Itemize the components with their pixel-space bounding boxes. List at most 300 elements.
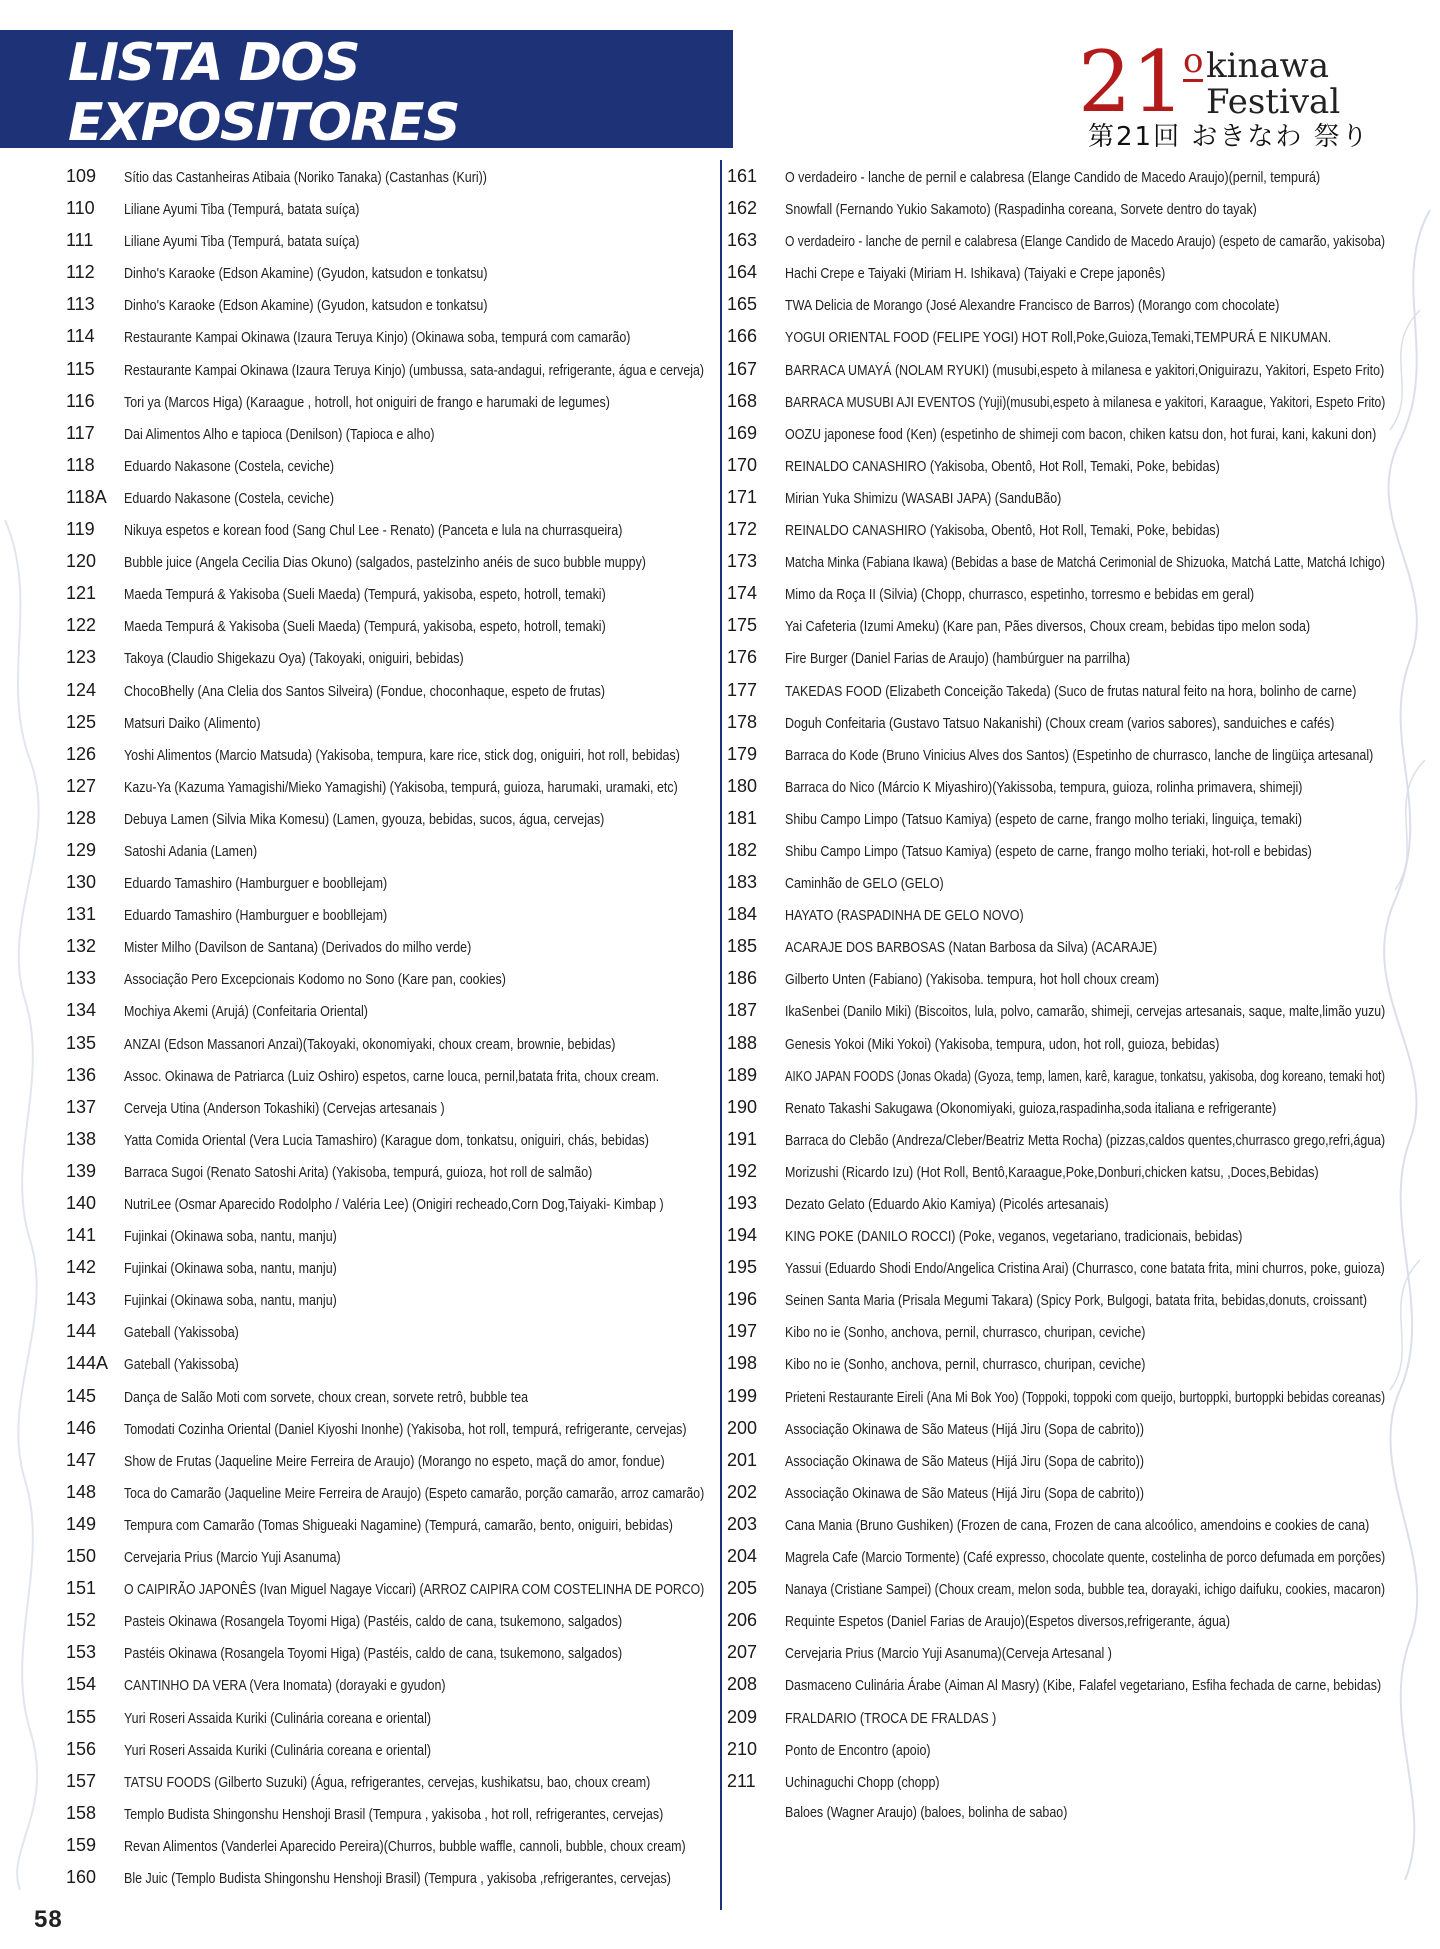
exhibitor-row [727, 1123, 1387, 1155]
exhibitor-row [727, 417, 1387, 449]
exhibitor-number: 153 [66, 1642, 97, 1663]
exhibitor-row [66, 256, 706, 288]
exhibitor-number: 116 [66, 390, 95, 411]
exhibitor-description: ChocoBhelly (Ana Clelia dos Santos Silveira) (Fondue, choconhaque, espeto de frutas) [124, 683, 606, 700]
exhibitor-number: 119 [66, 519, 95, 540]
exhibitor-number: 121 [66, 583, 97, 604]
exhibitor-description: IkaSenbei (Danilo Miki) (Biscoitos, lula, polvo, camarão, shimeji, cervejas artesanais, saque, malte,limão yuzu) [785, 1004, 1386, 1021]
exhibitor-row [66, 1251, 706, 1283]
exhibitor-row [66, 1347, 706, 1379]
logo-subtitle-jp: 第21回 おきなわ 祭り [1088, 122, 1370, 152]
exhibitor-description: ACARAJE DOS BARBOSAS (Natan Barbosa da Silva) (ACARAJE) [785, 940, 1158, 957]
exhibitor-description: Matcha Minka (Fabiana Ikawa) (Bebidas a base de Matchá Cerimonial de Shizuoka, Matchá Latte, Matchá Ichigo) [785, 555, 1386, 572]
exhibitor-number: 172 [727, 519, 758, 540]
exhibitor-number: 113 [66, 294, 95, 315]
exhibitor-row [66, 417, 706, 449]
exhibitor-description: Mochiya Akemi (Arujá) (Confeitaria Oriental) [124, 1004, 368, 1021]
exhibitor-row [727, 1540, 1387, 1572]
exhibitor-description: Ponto de Encontro (apoio) [785, 1742, 931, 1759]
exhibitor-description: AIKO JAPAN FOODS (Jonas Okada) (Gyoza, temp, lamen, karê, karague, tonkatsu, yakisoba, dog koreano, temaki hot) [785, 1068, 1385, 1085]
exhibitor-row [66, 160, 706, 192]
exhibitor-row [66, 353, 706, 385]
exhibitor-number: 169 [727, 422, 758, 443]
exhibitor-row [727, 545, 1387, 577]
exhibitor-row [66, 674, 706, 706]
header-band [0, 30, 733, 153]
exhibitor-number: 111 [66, 230, 94, 251]
exhibitor-row [66, 706, 706, 738]
exhibitor-number: 141 [66, 1225, 97, 1246]
exhibitor-description: Tomodati Cozinha Oriental (Daniel Kiyoshi Inonhe) (Yakisoba, hot roll, tempurá, refrigerante, cervejas) [124, 1421, 687, 1438]
exhibitor-description: Yoshi Alimentos (Marcio Matsuda) (Yakisoba, tempura, kare rice, stick dog, oniguiri, hot roll, bebidas) [124, 747, 680, 764]
exhibitor-description: Prieteni Restaurante Eireli (Ana Mi Bok Yoo) (Toppoki, toppoki com queijo, burtoppki, burtoppki bebidas coreanas) [785, 1389, 1386, 1406]
exhibitor-description: Dasmaceno Culinária Árabe (Aiman Al Masry) (Kibe, Falafel vegetariano, Esfiha fechada de carne, bebidas) [785, 1678, 1382, 1695]
exhibitor-number: 123 [66, 647, 97, 668]
exhibitor-number: 118A [66, 486, 107, 507]
exhibitor-number: 205 [727, 1578, 758, 1599]
exhibitor-description: Dança de Salão Moti com sorvete, choux crean, sorvete retrô, bubble tea [124, 1389, 529, 1406]
exhibitor-description: Pastéis Okinawa (Rosangela Toyomi Higa) (Pastéis, caldo de cana, tsukemono, salgados) [124, 1646, 623, 1663]
exhibitor-description: Associação Okinawa de São Mateus (Hijá Jiru (Sopa de cabrito)) [785, 1485, 1145, 1502]
exhibitor-description: REINALDO CANASHIRO (Yakisoba, Obentô, Hot Roll, Temaki, Poke, bebidas) [785, 458, 1220, 475]
exhibitor-number: 138 [66, 1128, 97, 1149]
exhibitor-description: Maeda Tempurá & Yakisoba (Sueli Maeda) (Tempurá, yakisoba, espeto, hotroll, temaki) [124, 619, 606, 636]
exhibitor-number: 183 [727, 872, 758, 893]
exhibitor-description: Cervejaria Prius (Marcio Yuji Asanuma)(Cerveja Artesanal ) [785, 1646, 1112, 1663]
exhibitor-row [727, 577, 1387, 609]
exhibitor-description: Pasteis Okinawa (Rosangela Toyomi Higa) (Pastéis, caldo de cana, tsukemono, salgados) [124, 1614, 623, 1631]
exhibitor-row [727, 481, 1387, 513]
exhibitor-number: 168 [727, 390, 758, 411]
exhibitor-description: Kibo no ie (Sonho, anchova, pernil, churrasco, churipan, ceviche) [785, 1357, 1146, 1374]
column-divider [720, 160, 722, 1910]
exhibitor-description: Liliane Ayumi Tiba (Tempurá, batata suíça) [124, 234, 360, 251]
exhibitor-description: TWA Delicia de Morango (José Alexandre Francisco de Barros) (Morango com chocolate) [785, 298, 1280, 315]
exhibitor-row [727, 1059, 1387, 1091]
exhibitor-number: 185 [727, 936, 758, 957]
exhibitor-number: 163 [727, 230, 758, 251]
exhibitor-row [66, 224, 706, 256]
exhibitor-description: Satoshi Adania (Lamen) [124, 843, 258, 860]
exhibitor-description: Renato Takashi Sakugawa (Okonomiyaki, guioza,raspadinha,soda italiana e refrigerante) [785, 1100, 1277, 1117]
exhibitor-number: 180 [727, 775, 758, 796]
exhibitor-row [66, 513, 706, 545]
exhibitor-description: Debuya Lamen (Silvia Mika Komesu) (Lamen, gyouza, bebidas, sucos, água, cervejas) [124, 811, 605, 828]
exhibitor-row [66, 834, 706, 866]
exhibitor-number: 140 [66, 1193, 97, 1213]
exhibitor-row [727, 1733, 1387, 1765]
exhibitor-number: 162 [727, 198, 758, 219]
exhibitor-row [66, 1604, 706, 1636]
exhibitor-description: Uchinaguchi Chopp (chopp) [785, 1774, 940, 1791]
exhibitor-number: 126 [66, 743, 97, 764]
exhibitor-row [66, 1283, 706, 1315]
exhibitor-description: Eduardo Nakasone (Costela, ceviche) [124, 490, 335, 507]
exhibitor-row [727, 738, 1387, 770]
exhibitor-number: 206 [727, 1610, 758, 1631]
exhibitor-number: 145 [66, 1385, 97, 1406]
exhibitor-row [727, 962, 1387, 994]
exhibitor-row [727, 1636, 1387, 1668]
exhibitor-number: 198 [727, 1353, 758, 1374]
exhibitor-number: 204 [727, 1546, 758, 1567]
exhibitor-row [727, 706, 1387, 738]
logo-number: 21 [1078, 33, 1185, 131]
exhibitor-number: 158 [66, 1802, 97, 1823]
exhibitor-row [727, 1091, 1387, 1123]
exhibitor-description: Restaurante Kampai Okinawa (Izaura Teruya Kinjo) (umbussa, sata-andagui, refrigerante, água e cerveja) [124, 362, 704, 379]
exhibitor-description: Eduardo Tamashiro (Hamburguer e boobllejam) [124, 876, 388, 893]
exhibitor-description: Barraca do Nico (Márcio K Miyashiro)(Yakissoba, tempura, guioza, rolinha primavera, shimeji) [785, 779, 1303, 796]
exhibitor-row [66, 1091, 706, 1123]
exhibitor-row [727, 770, 1387, 802]
exhibitor-row [727, 1251, 1387, 1283]
exhibitor-number: 128 [66, 807, 97, 828]
exhibitor-row [66, 1829, 706, 1861]
exhibitor-row [66, 1219, 706, 1251]
exhibitor-list-right [727, 160, 1387, 1829]
exhibitor-number: 137 [66, 1096, 97, 1117]
exhibitor-row [66, 738, 706, 770]
exhibitor-description: Dinho's Karaoke (Edson Akamine) (Gyudon, katsudon e tonkatsu) [124, 266, 488, 283]
exhibitor-description: Magrela Cafe (Marcio Tormente) (Café expresso, chocolate quente, costelinha de porco defumada em porções) [785, 1550, 1386, 1567]
exhibitor-number: 165 [727, 294, 758, 315]
exhibitor-description: O verdadeiro - lanche de pernil e calabresa (Elange Candido de Macedo Araujo) (espeto de camarão, yakisoba) [785, 234, 1385, 251]
exhibitor-row [66, 1476, 706, 1508]
exhibitor-description: Requinte Espetos (Daniel Farias de Araujo)(Espetos diversos,refrigerante, água) [785, 1614, 1230, 1631]
exhibitor-row [727, 1219, 1387, 1251]
exhibitor-description: Barraca Sugoi (Renato Satoshi Arita) (Yakisoba, tempurá, guioza, hot roll de salmão) [124, 1164, 593, 1181]
exhibitor-description: Caminhão de GELO (GELO) [785, 876, 944, 893]
exhibitor-description: Yatta Comida Oriental (Vera Lucia Tamashiro) (Karague dom, tonkatsu, oniguiri, chás, bebidas) [124, 1132, 649, 1149]
exhibitor-row [727, 674, 1387, 706]
exhibitor-number: 161 [727, 166, 758, 186]
exhibitor-row [727, 1797, 1387, 1829]
exhibitor-description: Restaurante Kampai Okinawa (Izaura Teruya Kinjo) (Okinawa soba, tempurá com camarão) [124, 330, 631, 347]
exhibitor-row [727, 1508, 1387, 1540]
exhibitor-number: 135 [66, 1032, 97, 1053]
exhibitor-row [727, 224, 1387, 256]
exhibitor-number: 134 [66, 1000, 97, 1021]
exhibitor-row [66, 1765, 706, 1797]
exhibitor-number: 192 [727, 1160, 758, 1181]
exhibitor-row [727, 1347, 1387, 1379]
exhibitor-description: Kazu-Ya (Kazuma Yamagishi/Mieko Yamagishi) (Yakisoba, tempurá, guioza, harumaki, uramaki, etc) [124, 779, 678, 796]
exhibitor-row [66, 609, 706, 641]
exhibitor-row [727, 353, 1387, 385]
exhibitor-number: 191 [727, 1128, 758, 1149]
exhibitor-number: 142 [66, 1257, 97, 1278]
exhibitor-description: Cana Mania (Bruno Gushiken) (Frozen de cana, Frozen de cana alcoólico, amendoins e cookies de cana) [785, 1517, 1370, 1534]
exhibitor-row [66, 1380, 706, 1412]
exhibitor-number: 143 [66, 1289, 97, 1310]
exhibitor-row [66, 1733, 706, 1765]
exhibitor-row [727, 256, 1387, 288]
exhibitor-row [66, 962, 706, 994]
exhibitor-row [727, 930, 1387, 962]
page-number: 58 [34, 1906, 63, 1933]
exhibitor-row [66, 1540, 706, 1572]
exhibitor-number: 184 [727, 904, 758, 925]
logo-word-okinawa: kinawa [1206, 46, 1330, 86]
exhibitor-row [727, 866, 1387, 898]
exhibitor-row [66, 449, 706, 481]
exhibitor-description: Fujinkai (Okinawa soba, nantu, manju) [124, 1293, 337, 1310]
exhibitor-number: 144 [66, 1321, 97, 1342]
exhibitor-number: 164 [727, 262, 758, 283]
exhibitor-number: 124 [66, 679, 97, 700]
exhibitor-row [727, 1476, 1387, 1508]
exhibitor-description: Matsuri Daiko (Alimento) [124, 715, 261, 732]
exhibitor-row [727, 802, 1387, 834]
exhibitor-number: 148 [66, 1481, 97, 1502]
exhibitor-number: 177 [727, 679, 758, 700]
exhibitor-number: 151 [66, 1578, 97, 1599]
exhibitor-row [66, 481, 706, 513]
exhibitor-number: 117 [66, 422, 95, 443]
exhibitor-description: Dai Alimentos Alho e tapioca (Denilson) (Tapioca e alho) [124, 426, 435, 443]
exhibitor-description: Dezato Gelato (Eduardo Akio Kamiya) (Picolés artesanais) [785, 1197, 1109, 1213]
exhibitor-description: BARRACA MUSUBI AJI EVENTOS (Yuji)(musubi,espeto à milanesa e yakitori, Karaague, Yakitori, Espeto Frito) [785, 394, 1386, 411]
exhibitor-number: 179 [727, 743, 758, 764]
exhibitor-description: YOGUI ORIENTAL FOOD (FELIPE YOGI) HOT Roll,Poke,Guioza,Temaki,TEMPURÁ E NIKUMAN. [785, 330, 1332, 347]
exhibitor-row [727, 192, 1387, 224]
exhibitor-row [727, 513, 1387, 545]
exhibitor-row [66, 545, 706, 577]
exhibitor-description: Assoc. Okinawa de Patriarca (Luiz Oshiro) espetos, carne louca, pernil,batata frita, choux cream. [124, 1068, 660, 1085]
exhibitor-description: Seinen Santa Maria (Prisala Megumi Takara) (Spicy Pork, Bulgogi, batata frita, bebidas,donuts, croissant) [785, 1293, 1367, 1310]
exhibitor-row [66, 641, 706, 673]
exhibitor-description: Associação Pero Excepcionais Kodomo no Sono (Kare pan, cookies) [124, 972, 506, 989]
exhibitor-description: Doguh Confeitaria (Gustavo Tatsuo Nakanishi) (Choux cream (varios sabores), sanduiches e cafés) [785, 715, 1335, 732]
exhibitor-description: Eduardo Tamashiro (Hamburguer e boobllejam) [124, 908, 388, 925]
exhibitor-description: Mirian Yuka Shimizu (WASABI JAPA) (SanduBão) [785, 490, 1062, 507]
exhibitor-description: Fire Burger (Daniel Farias de Araujo) (hambúrguer na parrilha) [785, 651, 1131, 668]
exhibitor-row [66, 320, 706, 352]
exhibitor-description: Show de Frutas (Jaqueline Meire Ferreira de Araujo) (Morango no espeto, maçã do amor, fondue) [124, 1453, 665, 1470]
exhibitor-description: Revan Alimentos (Vanderlei Aparecido Pereira)(Churros, bubble waffle, cannoli, bubble, choux cream) [124, 1838, 686, 1855]
exhibitor-description: TATSU FOODS (Gilberto Suzuki) (Água, refrigerantes, cervejas, kushikatsu, bao, choux cream) [124, 1774, 651, 1791]
exhibitor-row [727, 1701, 1387, 1733]
floral-decoration-icon [1380, 160, 1440, 1910]
exhibitor-number: 199 [727, 1385, 758, 1406]
exhibitor-row [66, 1123, 706, 1155]
exhibitor-number: 208 [727, 1674, 758, 1695]
exhibitor-number: 131 [66, 904, 97, 925]
exhibitor-row [66, 1668, 706, 1700]
exhibitor-row [66, 1155, 706, 1187]
exhibitor-number: 202 [727, 1481, 758, 1502]
exhibitor-row [66, 898, 706, 930]
exhibitor-row [727, 385, 1387, 417]
exhibitor-row [66, 1059, 706, 1091]
exhibitor-number: 144A [66, 1353, 109, 1374]
exhibitor-row [727, 1668, 1387, 1700]
exhibitor-description: OOZU japonese food (Ken) (espetinho de shimeji com bacon, chiken katsu don, hot furai, kani, kakuni don) [785, 426, 1377, 443]
exhibitor-row [66, 1797, 706, 1829]
exhibitor-row [66, 1315, 706, 1347]
exhibitor-row [727, 1315, 1387, 1347]
exhibitor-number: 147 [66, 1449, 97, 1470]
exhibitor-row [727, 1027, 1387, 1059]
exhibitor-number: 174 [727, 583, 758, 604]
exhibitor-description: Yai Cafeteria (Izumi Ameku) (Kare pan, Pães diversos, Choux cream, bebidas tipo melon soda) [785, 619, 1311, 636]
exhibitor-row [727, 609, 1387, 641]
exhibitor-description: Sítio das Castanheiras Atibaia (Noriko Tanaka) (Castanhas (Kuri)) [124, 170, 487, 186]
exhibitor-number: 114 [66, 326, 95, 347]
exhibitor-number: 156 [66, 1738, 97, 1759]
exhibitor-description: Yuri Roseri Assaida Kuriki (Culinária coreana e oriental) [124, 1710, 432, 1727]
exhibitor-description: Templo Budista Shingonshu Henshoji Brasil (Tempura , yakisoba , hot roll, refrigerantes, cervejas) [124, 1806, 664, 1823]
exhibitor-description: Ble Juic (Templo Budista Shingonshu Henshoji Brasil) (Tempura , yakisoba ,refrigerantes, cervejas) [124, 1870, 671, 1887]
exhibitor-number: 157 [66, 1770, 97, 1791]
exhibitor-number: 190 [727, 1096, 758, 1117]
exhibitor-row [66, 1861, 706, 1893]
exhibitor-number: 132 [66, 936, 97, 957]
exhibitor-number: 193 [727, 1193, 758, 1213]
exhibitor-number: 154 [66, 1674, 97, 1695]
exhibitor-description: O CAIPIRÃO JAPONÊS (Ivan Miguel Nagaye Viccari) (ARROZ CAIPIRA COM COSTELINHA DE PORCO) [124, 1582, 705, 1599]
exhibitor-row [727, 1155, 1387, 1187]
exhibitor-number: 129 [66, 839, 97, 860]
exhibitor-number: 194 [727, 1225, 758, 1246]
exhibitor-number: 201 [727, 1449, 758, 1470]
exhibitor-description: Gateball (Yakissoba) [124, 1325, 239, 1342]
exhibitor-description: Hachi Crepe e Taiyaki (Miriam H. Ishikava) (Taiyaki e Crepe japonês) [785, 266, 1166, 283]
exhibitor-number: 167 [727, 358, 758, 379]
exhibitor-row [66, 1027, 706, 1059]
exhibitor-row [66, 577, 706, 609]
exhibitor-description: O verdadeiro - lanche de pernil e calabresa (Elange Candido de Macedo Araujo)(pernil, tempurá) [785, 170, 1321, 186]
exhibitor-description: Yuri Roseri Assaida Kuriki (Culinária coreana e oriental) [124, 1742, 432, 1759]
exhibitor-number: 207 [727, 1642, 758, 1663]
exhibitor-number: 210 [727, 1738, 758, 1759]
exhibitor-description: Fujinkai (Okinawa soba, nantu, manju) [124, 1229, 337, 1246]
exhibitor-description: Toca do Camarão (Jaqueline Meire Ferreira de Araujo) (Espeto camarão, porção camarão, arroz camarão) [124, 1485, 705, 1502]
exhibitor-description: Genesis Yokoi (Miki Yokoi) (Yakisoba, tempura, udon, hot roll, guioza, bebidas) [785, 1036, 1220, 1053]
exhibitor-number: 196 [727, 1289, 758, 1310]
exhibitor-number: 152 [66, 1610, 97, 1631]
exhibitor-row [66, 1187, 706, 1219]
exhibitor-row [727, 1412, 1387, 1444]
exhibitor-number: 122 [66, 615, 97, 636]
exhibitor-number: 178 [727, 711, 758, 732]
exhibitor-number: 175 [727, 615, 758, 636]
exhibitor-description: Yassui (Eduardo Shodi Endo/Angelica Cristina Arai) (Churrasco, cone batata frita, mini churros, poke, guioza) [785, 1261, 1385, 1278]
exhibitor-description: Shibu Campo Limpo (Tatsuo Kamiya) (espeto de carne, frango molho teriaki, linguiça, temaki) [785, 811, 1303, 828]
exhibitor-number: 109 [66, 166, 97, 186]
exhibitor-row [727, 1283, 1387, 1315]
exhibitor-row [727, 898, 1387, 930]
exhibitor-row [727, 834, 1387, 866]
festival-logo [1078, 33, 1370, 158]
exhibitor-number: 149 [66, 1513, 97, 1534]
exhibitor-description: Barraca do Kode (Bruno Vinicius Alves dos Santos) (Espetinho de churrasco, lanche de lingüiça artesanal) [785, 747, 1374, 764]
exhibitor-description: Kibo no ie (Sonho, anchova, pernil, churrasco, churipan, ceviche) [785, 1325, 1146, 1342]
exhibitor-number: 139 [66, 1160, 97, 1181]
exhibitor-number: 182 [727, 839, 758, 860]
exhibitor-description: KING POKE (DANILO ROCCI) (Poke, veganos, vegetariano, tradicionais, bebidas) [785, 1229, 1243, 1246]
exhibitor-description: Mister Milho (Davilson de Santana) (Derivados do milho verde) [124, 940, 472, 957]
exhibitor-row [727, 994, 1387, 1026]
exhibitor-row [66, 994, 706, 1026]
exhibitor-row [66, 1508, 706, 1540]
exhibitor-row [66, 1636, 706, 1668]
exhibitor-description: Associação Okinawa de São Mateus (Hijá Jiru (Sopa de cabrito)) [785, 1453, 1145, 1470]
exhibitor-number: 159 [66, 1834, 97, 1855]
exhibitor-number: 160 [66, 1866, 97, 1887]
exhibitor-row [66, 1572, 706, 1604]
exhibitor-description: Baloes (Wagner Araujo) (baloes, bolinha de sabao) [785, 1804, 1068, 1821]
exhibitor-description: Nikuya espetos e korean food (Sang Chul Lee - Renato) (Panceta e lula na churrasqueira) [124, 523, 623, 540]
exhibitor-row [727, 449, 1387, 481]
exhibitor-number: 186 [727, 968, 758, 989]
exhibitor-number: 150 [66, 1546, 97, 1567]
exhibitor-number: 133 [66, 968, 97, 989]
exhibitor-description: Eduardo Nakasone (Costela, ceviche) [124, 458, 335, 475]
exhibitor-row [727, 1604, 1387, 1636]
exhibitor-description: Associação Okinawa de São Mateus (Hijá Jiru (Sopa de cabrito)) [785, 1421, 1145, 1438]
logo-ordinal: o [1183, 41, 1204, 81]
exhibitor-number: 118 [66, 454, 95, 475]
exhibitor-number: 127 [66, 775, 97, 796]
exhibitor-description: Mimo da Roça II (Silvia) (Chopp, churrasco, espetinho, torresmo e bebidas em geral) [785, 587, 1255, 604]
exhibitor-description: Cervejaria Prius (Marcio Yuji Asanuma) [124, 1550, 341, 1567]
exhibitor-row [727, 1187, 1387, 1219]
exhibitor-description: HAYATO (RASPADINHA DE GELO NOVO) [785, 908, 1024, 925]
exhibitor-number: 120 [66, 551, 97, 572]
exhibitor-row [66, 1412, 706, 1444]
exhibitor-number: 176 [727, 647, 758, 668]
exhibitor-number: 146 [66, 1417, 97, 1438]
exhibitor-number: 171 [727, 486, 758, 507]
exhibitor-number: 136 [66, 1064, 97, 1085]
exhibitor-description: Fujinkai (Okinawa soba, nantu, manju) [124, 1261, 337, 1278]
exhibitor-description: Nanaya (Cristiane Sampei) (Choux cream, melon soda, bubble tea, dorayaki, ichigo daifuku, cookies, macaron) [785, 1582, 1386, 1599]
exhibitor-number: 197 [727, 1321, 758, 1342]
exhibitor-row [727, 1765, 1387, 1797]
exhibitor-description: Takoya (Claudio Shigekazu Oya) (Takoyaki, oniguiri, bebidas) [124, 651, 464, 668]
exhibitor-number: 130 [66, 872, 97, 893]
exhibitor-description: Tori ya (Marcos Higa) (Karaague , hotroll, hot oniguiri de frango e harumaki de legumes) [124, 394, 610, 411]
exhibitor-number: 166 [727, 326, 758, 347]
exhibitor-row [727, 1444, 1387, 1476]
exhibitor-number: 155 [66, 1706, 97, 1727]
exhibitor-description: Dinho's Karaoke (Edson Akamine) (Gyudon, katsudon e tonkatsu) [124, 298, 488, 315]
exhibitor-row [66, 866, 706, 898]
exhibitor-row [66, 385, 706, 417]
exhibitor-row [66, 802, 706, 834]
exhibitor-number: 115 [66, 358, 95, 379]
exhibitor-number: 209 [727, 1706, 758, 1727]
exhibitor-description: Morizushi (Ricardo Izu) (Hot Roll, Bentô,Karaague,Poke,Donburi,chicken katsu, ,Doces,Bebidas) [785, 1164, 1319, 1181]
exhibitor-description: FRALDARIO (TROCA DE FRALDAS ) [785, 1710, 997, 1727]
logo-word-festival: Festival [1206, 82, 1341, 122]
exhibitor-row [727, 160, 1387, 192]
exhibitor-row [727, 1380, 1387, 1412]
exhibitor-description: NutriLee (Osmar Aparecido Rodolpho / Valéria Lee) (Onigiri recheado,Corn Dog,Taiyaki- Kimbap ) [124, 1197, 664, 1213]
exhibitor-number: 195 [727, 1257, 758, 1278]
exhibitor-number: 200 [727, 1417, 758, 1438]
exhibitor-description: Shibu Campo Limpo (Tatsuo Kamiya) (espeto de carne, frango molho teriaki, hot-roll e bebidas) [785, 843, 1312, 860]
exhibitor-description: REINALDO CANASHIRO (Yakisoba, Obentô, Hot Roll, Temaki, Poke, bebidas) [785, 523, 1220, 540]
exhibitor-description: Gateball (Yakissoba) [124, 1357, 239, 1374]
exhibitor-row [66, 192, 706, 224]
exhibitor-description: Barraca do Clebão (Andreza/Cleber/Beatriz Metta Rocha) (pizzas,caldos quentes,churrasco grego,refri,água) [785, 1132, 1386, 1149]
exhibitor-number: 125 [66, 711, 97, 732]
exhibitor-description: Tempura com Camarão (Tomas Shigueaki Nagamine) (Tempurá, camarão, bento, oniguiri, bebidas) [124, 1517, 673, 1534]
exhibitor-description: Liliane Ayumi Tiba (Tempurá, batata suíça) [124, 202, 360, 219]
